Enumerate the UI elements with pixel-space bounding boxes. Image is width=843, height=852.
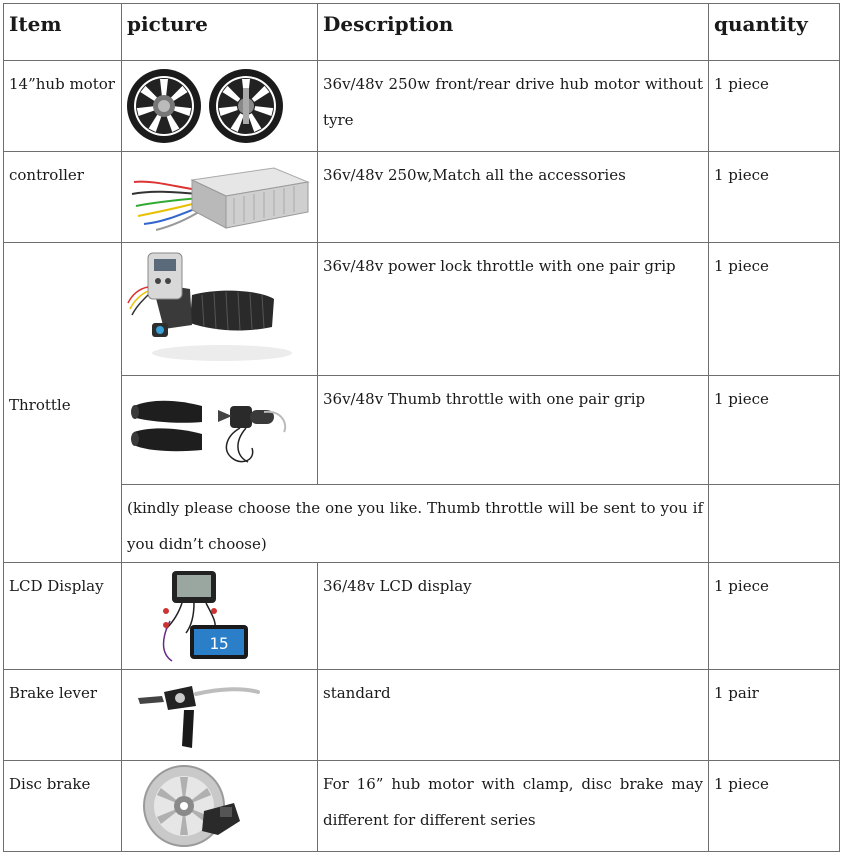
picture-cell <box>122 761 318 852</box>
quantity-cell: 1 piece <box>709 761 840 852</box>
power-lock-throttle-image <box>122 243 318 375</box>
table-row <box>4 761 840 852</box>
picture-cell <box>122 61 318 152</box>
picture-cell <box>122 563 318 670</box>
item-cell: 14”hub motor <box>4 61 122 152</box>
description-cell: For 16” hub motor with clamp, disc brake may different for different series <box>318 761 709 852</box>
description-cell: 36v/48v 250w,Match all the accessories <box>318 152 709 243</box>
item-cell: controller <box>4 152 122 243</box>
description-cell: 36v/48v power lock throttle with one pair grip <box>318 243 709 376</box>
picture-cell <box>122 152 318 243</box>
header-quantity: quantity <box>709 4 840 61</box>
parts-table <box>3 3 840 852</box>
description-cell: standard <box>318 670 709 761</box>
header-row <box>4 4 840 61</box>
lcd-display-image <box>122 563 318 669</box>
table-row <box>4 485 840 563</box>
header-item: Item <box>4 4 122 61</box>
description-cell: 36v/48v Thumb throttle with one pair grip <box>318 376 709 485</box>
item-cell: Brake lever <box>4 670 122 761</box>
brake-lever-image <box>122 670 318 760</box>
throttle-note: (kindly please choose the one you like. Thumb throttle will be sent to you if you didn’t choose) <box>122 485 709 563</box>
picture-cell <box>122 376 318 485</box>
quantity-cell: 1 piece <box>709 376 840 485</box>
disc-brake-image <box>122 761 318 851</box>
quantity-cell <box>709 485 840 563</box>
table-row <box>4 563 840 670</box>
quantity-cell: 1 piece <box>709 243 840 376</box>
table-row <box>4 152 840 243</box>
table-row <box>4 376 840 485</box>
table-row <box>4 61 840 152</box>
lcd-screen-reading: 15 <box>209 634 229 653</box>
hub-motor-wheels-image <box>122 61 318 151</box>
header-description: Description <box>318 4 709 61</box>
quantity-cell: 1 piece <box>709 563 840 670</box>
item-cell: Throttle <box>4 243 122 563</box>
quantity-cell: 1 piece <box>709 61 840 152</box>
description-cell: 36/48v LCD display <box>318 563 709 670</box>
header-picture: picture <box>122 4 318 61</box>
picture-cell <box>122 243 318 376</box>
controller-box-image <box>122 152 318 242</box>
quantity-cell: 1 piece <box>709 152 840 243</box>
thumb-throttle-image <box>122 376 318 484</box>
item-cell: LCD Display <box>4 563 122 670</box>
quantity-cell: 1 pair <box>709 670 840 761</box>
item-cell: Disc brake <box>4 761 122 852</box>
description-cell: 36v/48v 250w front/rear drive hub motor without tyre <box>318 61 709 152</box>
picture-cell <box>122 670 318 761</box>
table-row <box>4 670 840 761</box>
table-row <box>4 243 840 376</box>
